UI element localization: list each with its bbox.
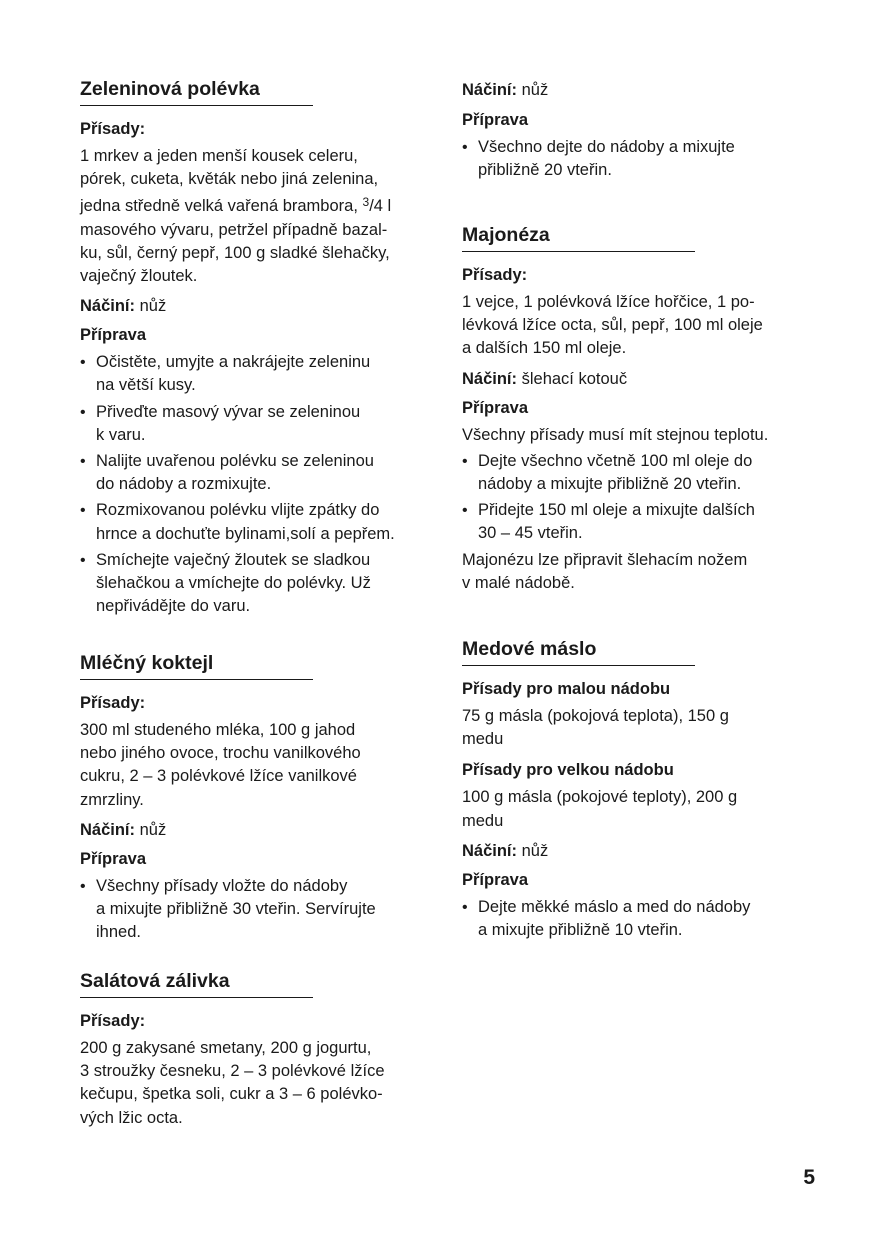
tools-row: Náčiní: nůž [462, 841, 549, 860]
recipe-salad-dressing [80, 970, 432, 1130]
list-item: • Dejte měkké máslo a med do nádoby a mixujte přibližně 10 vteřin. [462, 896, 814, 942]
list-item: • Smíchejte vaječný žloutek se sladkou šlehačkou a vmíchejte do polévky. Už nepřivádějte do varu. [80, 549, 432, 619]
recipe-title: Zeleninová polévka [80, 78, 313, 106]
ingredients-label: Přísady: [80, 694, 146, 712]
ingredients-text: 1 vejce, 1 polévková lžíce hořčice, 1 po- lévková lžíce octa, sůl, pepř, 100 ml oleje a dalších 150 ml oleje. [462, 293, 763, 358]
ingredients-small-label: Přísady pro malou nádobu [462, 680, 671, 698]
tools-row: Náčiní: nůž [462, 81, 549, 99]
steps-list [462, 896, 814, 942]
list-item: • Přidejte 150 ml oleje a mixujte dalších 30 – 45 vteřin. [462, 499, 814, 545]
list-item: • Nalijte uvařenou polévku se zeleninou do nádoby a rozmixujte. [80, 450, 432, 496]
preparation-label: Příprava [80, 849, 147, 868]
list-item: • Očistěte, umyjte a nakrájejte zeleninu na větší kusy. [80, 351, 432, 397]
ingredients-large-text: 100 g másla (pokojové teploty), 200 g medu [462, 788, 738, 830]
list-item: • Všechny přísady vložte do nádoby a mixujte přibližně 30 vteřin. Servírujte ihned. [80, 875, 432, 945]
recipe-honey-butter [462, 638, 814, 945]
list-item: • Přiveďte masový vývar se zeleninou k varu. [80, 401, 432, 447]
steps-list [462, 136, 814, 182]
recipe-milkshake [80, 652, 432, 947]
list-item: • Rozmixovanou polévku vlijte zpátky do hrnce a dochuťte bylinami,solí a pepřem. [80, 499, 432, 545]
preparation-label: Příprava [462, 398, 529, 417]
preparation-label: Příprava [462, 870, 529, 889]
page-number: 5 [803, 1166, 815, 1189]
list-item: • Dejte všechno včetně 100 ml oleje do nádoby a mixujte přibližně 20 vteřin. [462, 450, 814, 496]
preparation-label: Příprava [462, 111, 529, 129]
list-item: • Všechno dejte do nádoby a mixujte přibližně 20 vteřin. [462, 136, 814, 182]
recipe-title: Mléčný koktejl [80, 652, 313, 680]
steps-list [462, 450, 814, 546]
fraction-numerator: 3 [362, 195, 370, 210]
ingredients-text: 1 mrkev a jeden menší kousek celeru, pórek, cuketa, květák nebo jiná zelenina, jedna středně velká vařená brambora, $^3$/4 l masového vývaru, petržel případně bazal- ku, sůl, černý pepř, 100 g sladké šlehačky, vaječný žloutek. [80, 147, 392, 286]
ingredients-text: 200 g zakysané smetany, 200 g jogurtu, 3 stroužky česneku, 2 – 3 polévkové lžíce kečupu, špetka soli, cukr a 3 – 6 polévko- vých lžic octa. [80, 1039, 385, 1127]
recipe-title: Medové máslo [462, 638, 695, 666]
ingredients-small-text: 75 g másla (pokojová teplota), 150 g medu [462, 707, 729, 749]
recipe-title: Majonéza [462, 224, 695, 252]
ingredients-label: Přísady: [80, 1012, 146, 1030]
recipe-title: Salátová zálivka [80, 970, 313, 998]
tools-row: Náčiní: nůž [80, 297, 167, 316]
tools-row: Náčiní: šlehací kotouč [462, 369, 628, 388]
ingredients-label: Přísady: [80, 120, 146, 138]
steps-list [80, 351, 432, 618]
fraction-denominator: /4 l [369, 197, 392, 216]
preparation-note: Majonézu lze připravit šlehacím nožem v malé nádobě. [462, 550, 748, 592]
tools-row: Náčiní: nůž [80, 820, 167, 839]
preparation-intro: Všechny přísady musí mít stejnou teplotu. [462, 425, 769, 444]
preparation-label: Příprava [80, 326, 147, 345]
ingredients-large-label: Přísady pro velkou nádobu [462, 761, 674, 780]
steps-list [80, 875, 432, 945]
ingredients-label: Přísady: [462, 266, 528, 284]
recipe-vegetable-soup [80, 78, 432, 621]
recipe-mayonnaise [462, 224, 814, 595]
ingredients-text: 300 ml studeného mléka, 100 g jahod nebo jiného ovoce, trochu vanilkového cukru, 2 – 3 polévkové lžíce vanilkové zmrzliny. [80, 721, 361, 809]
recipe-salad-dressing-continued [462, 80, 814, 185]
